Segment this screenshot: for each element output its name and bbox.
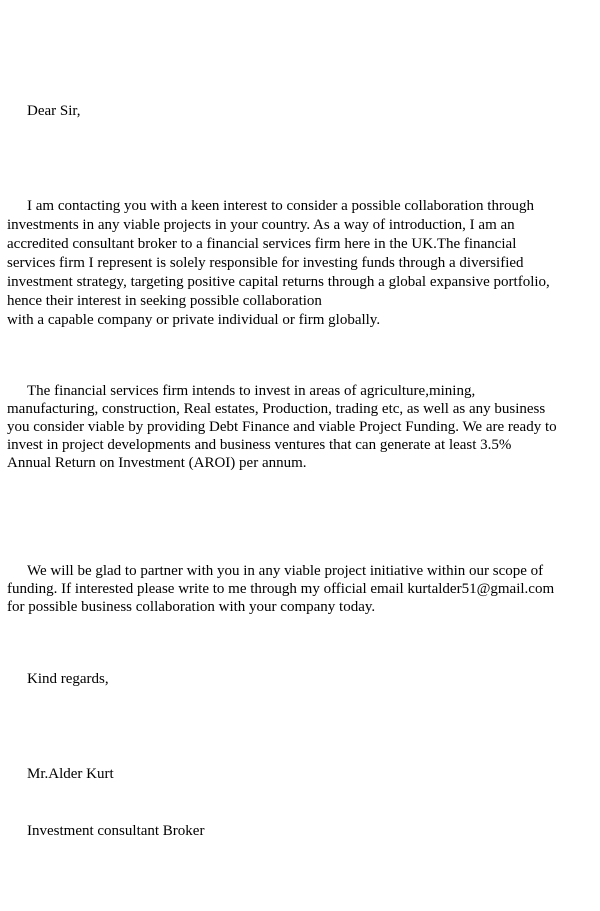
closing: Kind regards, [27, 671, 109, 687]
paragraph1-line: accredited consultant broker to a financial services firm here in the UK.The financial [7, 236, 517, 252]
paragraph1-line: I am contacting you with a keen interest to consider a possible collaboration through [27, 198, 534, 214]
paragraph2-line: invest in project developments and business ventures that can generate at least 3.5% [7, 437, 512, 453]
signature-title: Investment consultant Broker [27, 823, 205, 839]
paragraph1-line: services firm I represent is solely responsible for investing funds through a diversified [7, 255, 524, 271]
paragraph1-line: with a capable company or private individual or firm globally. [7, 312, 381, 328]
paragraph2-line: manufacturing, construction, Real estates, Production, trading etc, as well as any business [7, 401, 546, 417]
salutation: Dear Sir, [27, 103, 81, 119]
paragraph1-line: investments in any viable projects in your country. As a way of introduction, I am an [7, 217, 515, 233]
paragraph2-line: The financial services firm intends to invest in areas of agriculture,mining, [27, 383, 476, 399]
paragraph2-line: you consider viable by providing Debt Finance and viable Project Funding. We are ready to [7, 419, 557, 435]
paragraph3-line: We will be glad to partner with you in any viable project initiative within our scope of [27, 563, 544, 579]
paragraph1-line: hence their interest in seeking possible collaboration [7, 293, 322, 309]
paragraph3-line: funding. If interested please write to me through my official email kurtalder51@gmail.com [7, 581, 555, 597]
signature-name: Mr.Alder Kurt [27, 766, 114, 782]
paragraph3-line: for possible business collaboration with your company today. [7, 599, 376, 615]
paragraph2-line: Annual Return on Investment (AROI) per annum. [7, 455, 307, 471]
paragraph1-line: investment strategy, targeting positive capital returns through a global expansive portfolio, [7, 274, 550, 290]
